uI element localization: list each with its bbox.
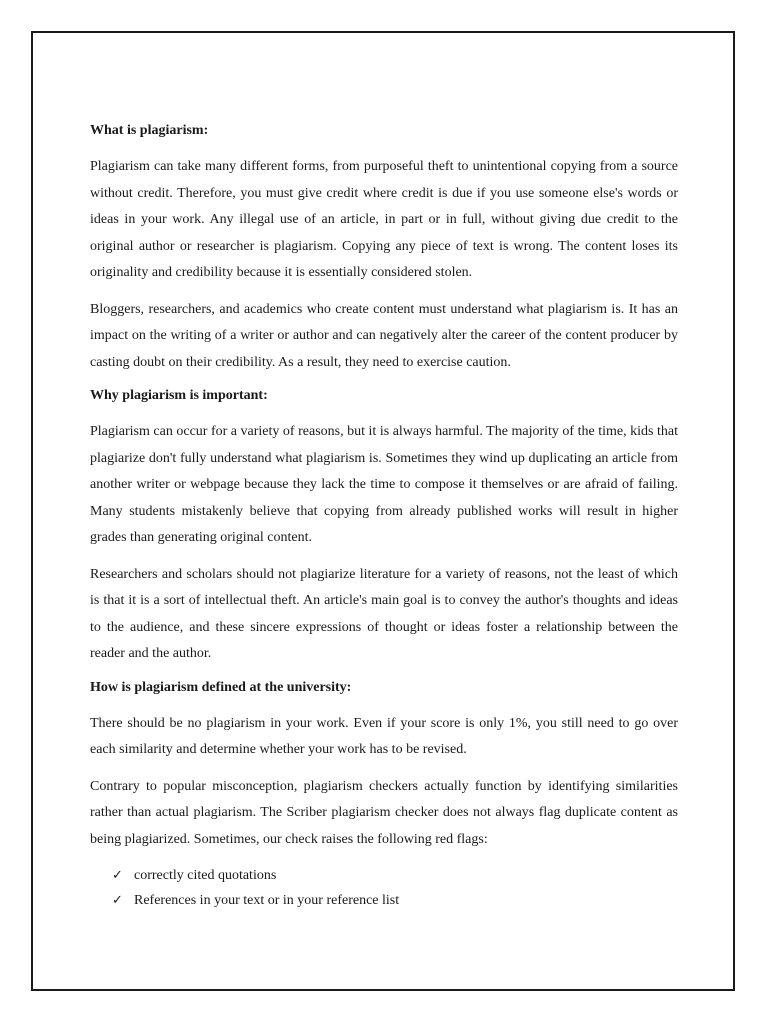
section-what-is-plagiarism xyxy=(90,121,678,376)
checkmark-icon: ✓ xyxy=(112,868,123,883)
document-body xyxy=(90,121,678,913)
checkmark-icon: ✓ xyxy=(112,893,123,908)
list-item xyxy=(90,863,678,888)
section-plagiarism-at-university xyxy=(90,678,678,854)
list-item-label: References in your text or in your reference list xyxy=(134,893,400,908)
paragraph: Contrary to popular misconception, plagiarism checkers actually function by identifying similarities rather than actual plagiarism. The Scriber plagiarism checker does not always flag duplicate content as being plagiarized. Sometimes, our check raises the following red flags: xyxy=(90,778,678,847)
list-item xyxy=(90,888,678,913)
paragraph: There should be no plagiarism in your work. Even if your score is only 1%, you still need to go over each similarity and determine whether your work has to be revised. xyxy=(90,715,678,757)
paragraph: Bloggers, researchers, and academics who create content must understand what plagiarism is. It has an impact on the writing of a writer or author and can negatively alter the career of the content producer by casting doubt on their credibility. As a result, they need to exercise caution. xyxy=(90,301,678,370)
paragraph: Plagiarism can take many different forms, from purposeful theft to unintentional copying from a source without credit. Therefore, you must give credit where credit is due if you use someone else's words or ideas in your work. Any illegal use of an article, in part or in full, without giving due credit to the original author or researcher is plagiarism. Copying any piece of text is wrong. The content loses its originality and credibility because it is essentially considered stolen. xyxy=(90,159,678,280)
section-heading: How is plagiarism defined at the university: xyxy=(90,679,352,695)
paragraph: Researchers and scholars should not plagiarize literature for a variety of reasons, not the least of which is that it is a sort of intellectual theft. An article's main goal is to convey the author's thoughts and ideas to the audience, and these sincere expressions of thought or ideas foster a relationship between the reader and the author. xyxy=(90,566,678,661)
section-why-plagiarism-important xyxy=(90,386,678,668)
section-heading: Why plagiarism is important: xyxy=(90,388,268,403)
red-flags-checklist xyxy=(90,863,678,913)
paragraph: Plagiarism can occur for a variety of reasons, but it is always harmful. The majority of the time, kids that plagiarize don't fully understand what plagiarism is. Sometimes they wind up duplicating an article from another writer or webpage because they lack the time to compose it themselves or are afraid of failing. Many students mistakenly believe that copying from already published works will result in higher grades than generating original content. xyxy=(90,424,678,545)
section-heading: What is plagiarism: xyxy=(90,123,209,138)
list-item-label: correctly cited quotations xyxy=(134,868,277,883)
